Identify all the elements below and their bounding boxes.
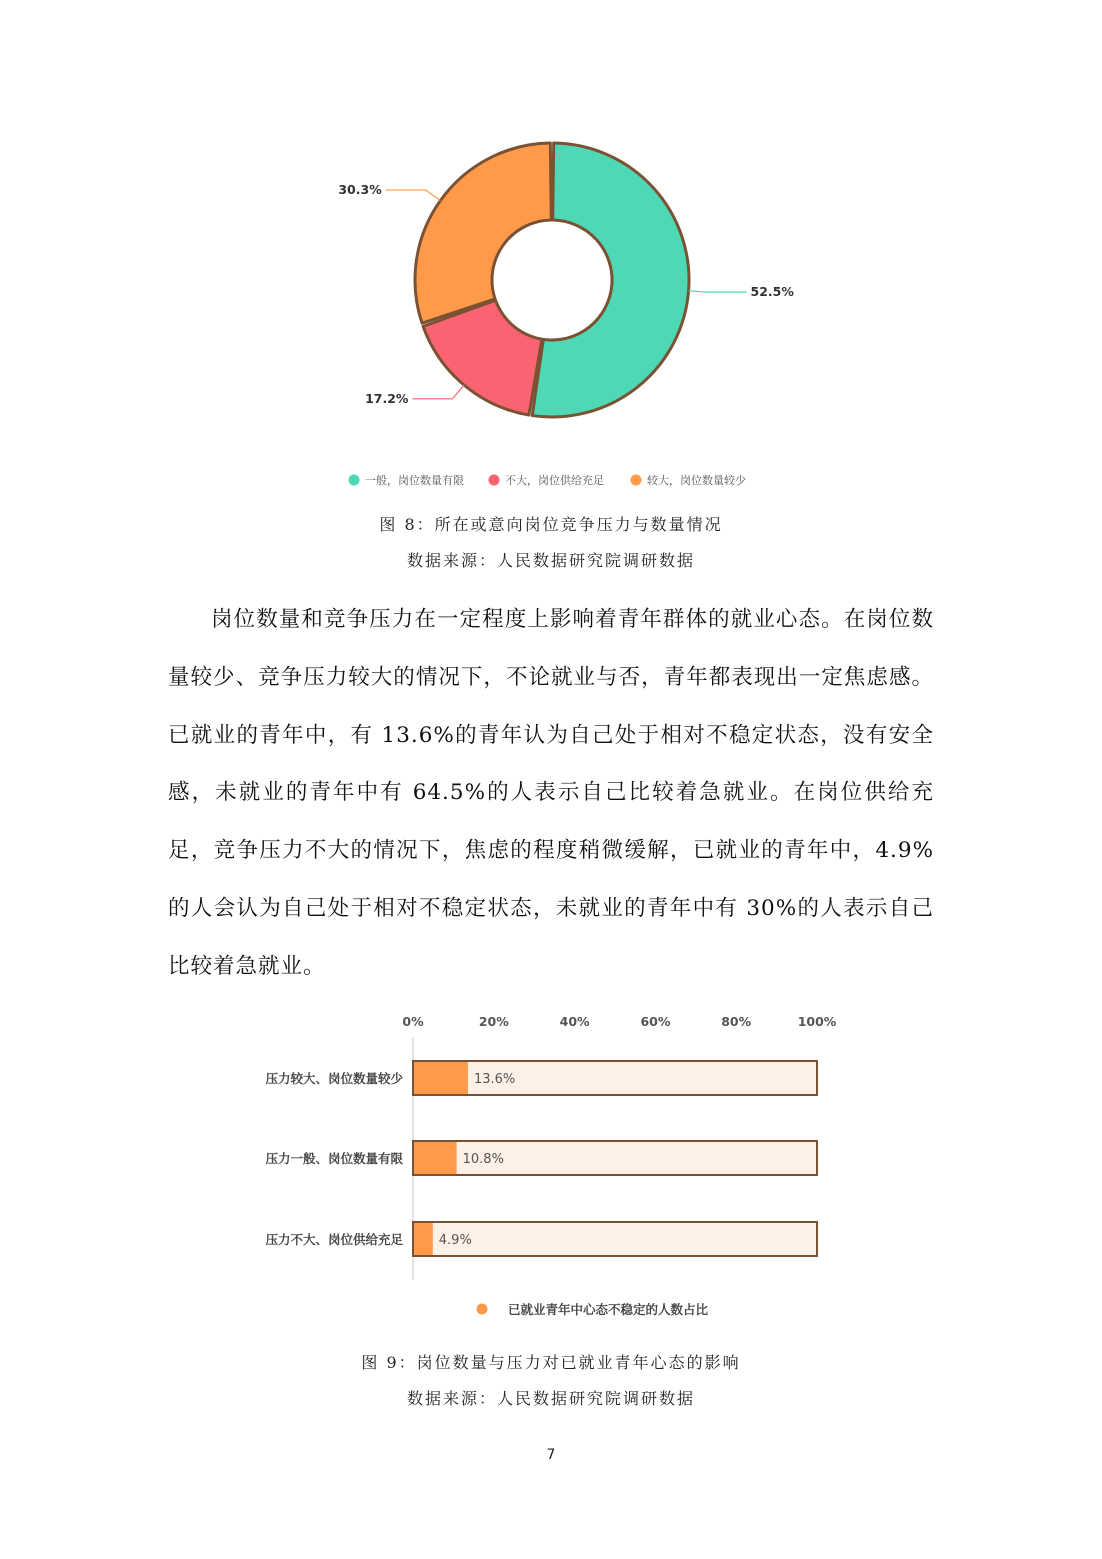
donut-label-1: 17.2% (365, 390, 409, 406)
figure-8-caption: 图 8：所在或意向岗位竞争压力与数量情况 (379, 515, 723, 534)
donut-slice-0 (532, 143, 689, 417)
donut-chart (318, 120, 818, 505)
donut-legend-label-0: 一般，岗位数量有限 (365, 474, 464, 487)
bar-fill-1 (414, 1142, 457, 1174)
donut-label-2: 30.3% (338, 182, 382, 198)
bar-xtick-2: 40% (559, 1014, 590, 1029)
bar-xtick-5: 100% (797, 1014, 837, 1029)
figure-9-caption: 图 9：岗位数量与压力对已就业青年心态的影响 (361, 1353, 741, 1372)
bar-category-label-2: 压力不大、岗位供给充足 (265, 1232, 403, 1247)
bar-fill-0 (414, 1062, 468, 1094)
bar-category-label-1: 压力一般、岗位数量有限 (265, 1151, 403, 1166)
donut-leader-0 (689, 291, 747, 292)
bar-category-label-0: 压力较大、岗位数量较少 (265, 1071, 403, 1086)
bar-fill-2 (414, 1223, 433, 1255)
bar-xtick-3: 60% (640, 1014, 671, 1029)
donut-legend-label-1: 不大，岗位供给充足 (505, 474, 604, 487)
bar-value-label-0: 13.6% (473, 1072, 516, 1087)
bar-xtick-0: 0% (402, 1014, 424, 1029)
bar-value-label-1: 10.8% (462, 1152, 504, 1167)
donut-legend-marker-2 (631, 475, 642, 486)
page-number: 7 (546, 1447, 556, 1463)
donut-label-0: 52.5% (750, 284, 794, 300)
figure-8-source: 数据来源：人民数据研究院调研数据 (406, 551, 695, 570)
bar-xtick-1: 20% (478, 1014, 509, 1029)
bar-value-label-2: 4.9% (438, 1233, 472, 1248)
body-paragraph: 岗位数量和竞争压力在一定程度上影响着青年群体的就业心态。在岗位数量较少、竞争压力较大的情况下，不论就业与否，青年都表现出一定焦虑感。已就业的青年中，有 13.6%的青年认为自己处于相对不稳定状态，没有安全感，未就业的青年中有 64.5%的人表示自己比较着急就业。在岗位供给充足，竞争压力不大的情况下，焦虑的程度稍微缓解，已就业的青年中，4.9%的人会认为自己处于相对不稳定状态，未就业的青年中有 30%的人表示自己比较着急就业。 (168, 607, 934, 979)
bar-track-2 (413, 1222, 817, 1256)
bar-legend-marker (477, 1304, 488, 1315)
donut-legend-marker-0 (349, 475, 360, 486)
figure-9-source: 数据来源：人民数据研究院调研数据 (406, 1389, 695, 1408)
bar-legend-label: 已就业青年中心态不稳定的人数占比 (508, 1302, 709, 1317)
donut-legend-marker-1 (489, 475, 500, 486)
donut-leader-1 (412, 385, 464, 399)
donut-slice-2 (415, 143, 551, 323)
bar-chart (220, 1005, 880, 1335)
bar-xtick-4: 80% (721, 1014, 752, 1029)
donut-legend-label-2: 较大，岗位数量较少 (647, 474, 746, 487)
donut-leader-2 (386, 190, 441, 200)
